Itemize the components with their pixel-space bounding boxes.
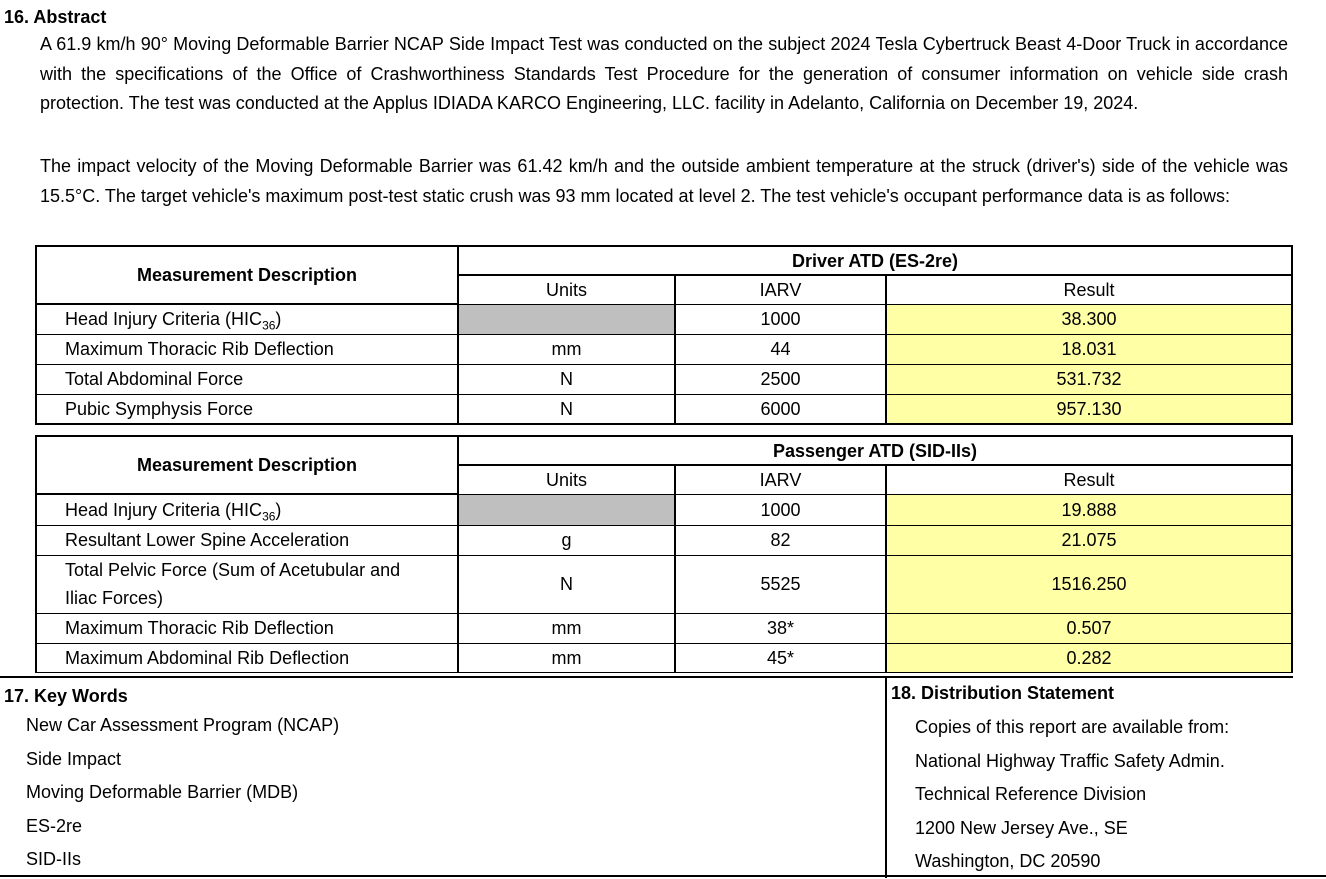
list-item: Technical Reference Division [915,784,1147,804]
row-description: Total Abdominal Force [36,364,458,394]
row-iarv: 82 [675,525,886,555]
table-row [36,555,1292,613]
abstract-paragraph-2: The impact velocity of the Moving Deformable Barrier was 61.42 km/h and the outside ambient temperature at the struck (driver's) side of the vehicle was 15.5°C. The target vehicle's maximum post-test static crush was 93 mm located at level 2. The test vehicle's occupant performance data is as follows: [40,156,1288,206]
list-item: SID-IIs [26,849,82,869]
table-row [36,525,1292,555]
list-item: Side Impact [26,748,122,769]
result-header: Result [886,465,1292,494]
distribution-list [915,711,1229,879]
row-result: 0.282 [886,643,1292,672]
iarv-header: IARV [675,275,886,304]
key-words-heading: 17. Key Words [4,686,128,706]
table-row [36,613,1292,643]
table-row [36,494,1292,525]
row-result: 19.888 [886,494,1292,525]
row-result: 0.507 [886,613,1292,643]
row-result: 1516.250 [886,555,1292,613]
row-iarv: 1000 [675,494,886,525]
measurement-description-header: Measurement Description [36,246,458,304]
table-row [36,643,1292,672]
row-description: Maximum Abdominal Rib Deflection [36,643,458,672]
row-iarv: 5525 [675,555,886,613]
row-iarv: 38* [675,613,886,643]
list-item: ES-2re [26,815,83,836]
list-item: 1200 New Jersey Ave., SE [915,817,1128,838]
table-row [36,364,1292,394]
list-item: National Highway Traffic Safety Admin. [915,750,1225,771]
result-header: Result [886,275,1292,304]
row-description: Head Injury Criteria $(HIC_{36})$ [36,304,458,334]
section-divider-vertical [885,676,887,878]
row-units: N [458,364,675,394]
row-iarv: 6000 [675,394,886,424]
row-iarv: 1000 [675,304,886,334]
row-description: Maximum Thoracic Rib Deflection [36,334,458,364]
row-iarv: 45* [675,643,886,672]
list-item: Moving Deformable Barrier (MDB) [26,782,299,802]
row-result: 18.031 [886,334,1292,364]
row-description: Resultant Lower Spine Acceleration [36,525,458,555]
list-item: New Car Assessment Program (NCAP) [26,715,340,735]
row-description: Total Pelvic Force (Sum of Acetubular and Iliac Forces) [36,555,458,613]
row-units: mm [458,643,675,672]
driver-results-table [35,245,1293,425]
table-row [36,394,1292,424]
row-units: mm [458,613,675,643]
iarv-header: IARV [675,465,886,494]
row-units [458,494,675,525]
row-units: mm [458,334,675,364]
row-units [458,304,675,334]
measurement-description-header: Measurement Description [36,436,458,494]
passenger-atd-header: Passenger ATD (SID-IIs) [458,436,1292,465]
distribution-heading: 18. Distribution Statement [891,683,1115,703]
list-item: Copies of this report are available from: [915,717,1230,737]
row-units: N [458,555,675,613]
key-words-list [26,709,339,877]
row-result: 21.075 [886,525,1292,555]
abstract-heading: 16. Abstract [4,7,107,27]
row-description: Head Injury Criteria $(HIC_{36})$ [36,494,458,525]
row-units: N [458,394,675,424]
row-description: Pubic Symphysis Force [36,394,458,424]
list-item: Washington, DC 20590 [915,851,1101,871]
units-header: Units [458,275,675,304]
row-iarv: 44 [675,334,886,364]
abstract-paragraph-1: A 61.9 km/h 90° Moving Deformable Barrier NCAP Side Impact Test was conducted on the subject 2024 Tesla Cybertruck Beast 4-Door Truck in accordance with the specifications of the Office of Crashworthiness Standards Test Procedure for the generation of consumer information on vehicle side crash protection. The test was conducted at the Applus IDIADA KARCO Engineering, LLC. facility in Adelanto, California on December 19, 2024. [40,34,1288,113]
row-description: Maximum Thoracic Rib Deflection [36,613,458,643]
row-result: 531.732 [886,364,1292,394]
row-units: g [458,525,675,555]
driver-atd-header: Driver ATD (ES-2re) [458,246,1292,275]
section-divider-top [0,676,1293,678]
row-iarv: 2500 [675,364,886,394]
passenger-results-table [35,435,1293,673]
row-result: 957.130 [886,394,1292,424]
table-row [36,304,1292,334]
table-row [36,334,1292,364]
row-result: 38.300 [886,304,1292,334]
units-header: Units [458,465,675,494]
